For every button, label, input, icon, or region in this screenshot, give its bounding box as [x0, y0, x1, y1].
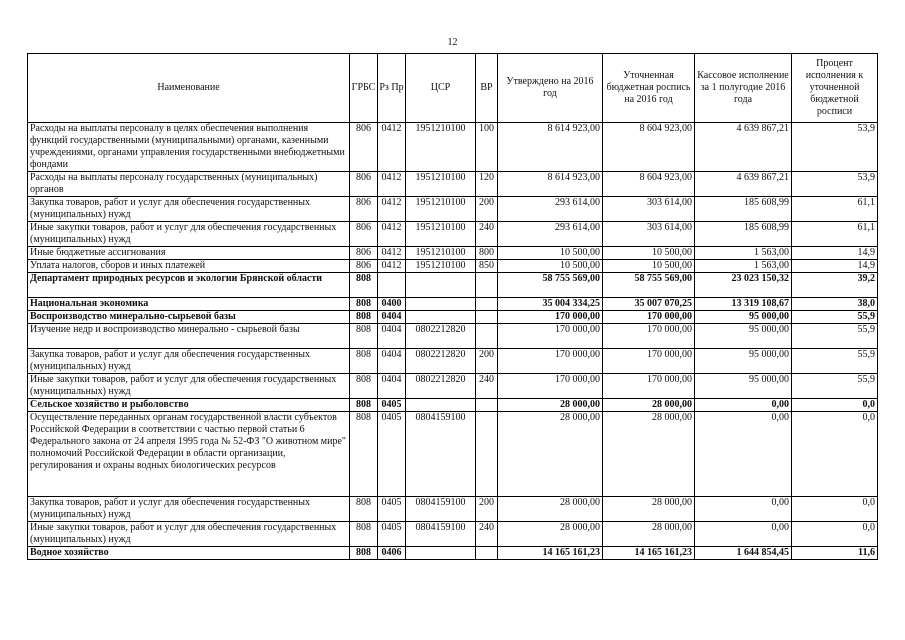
row-approved: 8 614 923,00: [498, 172, 603, 197]
row-rzpr: [378, 273, 406, 298]
row-vr: 120: [476, 172, 498, 197]
row-percent: 0,0: [792, 497, 878, 522]
row-grbs: 808: [350, 522, 378, 547]
row-approved: 170 000,00: [498, 349, 603, 374]
row-refined: 28 000,00: [603, 497, 695, 522]
row-name: Изучение недр и воспроизводство минерально - сырьевой базы: [28, 324, 350, 349]
row-name: Расходы на выплаты персоналу в целях обеспечения выполнения функций государственными (муниципальными) органами, казенными учреждениями, органами управления государственными внебюджетными фондами: [28, 123, 350, 172]
row-grbs: 808: [350, 497, 378, 522]
row-approved: 28 000,00: [498, 412, 603, 497]
row-name: Воспроизводство минерально-сырьевой базы: [28, 311, 350, 324]
row-percent: 11,6: [792, 547, 878, 560]
row-grbs: 806: [350, 247, 378, 260]
row-percent: 0,0: [792, 522, 878, 547]
row-percent: 55,9: [792, 374, 878, 399]
row-cash: 95 000,00: [695, 349, 792, 374]
row-rzpr: 0404: [378, 311, 406, 324]
row-cash: 0,00: [695, 522, 792, 547]
row-vr: 240: [476, 522, 498, 547]
col-header-csr: ЦСР: [406, 54, 476, 123]
row-refined: 28 000,00: [603, 412, 695, 497]
table-row: [28, 197, 878, 222]
table-row: [28, 273, 878, 298]
row-refined: 10 500,00: [603, 247, 695, 260]
col-header-cash: Кассовое исполнение за 1 полугодие 2016 года: [695, 54, 792, 123]
row-grbs: 808: [350, 547, 378, 560]
table-row: [28, 311, 878, 324]
row-cash: 185 608,99: [695, 197, 792, 222]
row-cash: 4 639 867,21: [695, 172, 792, 197]
row-refined: 170 000,00: [603, 324, 695, 349]
row-grbs: 808: [350, 349, 378, 374]
row-rzpr: 0412: [378, 222, 406, 247]
row-refined: 8 604 923,00: [603, 172, 695, 197]
row-rzpr: 0405: [378, 522, 406, 547]
row-csr: [406, 399, 476, 412]
row-grbs: 808: [350, 412, 378, 497]
row-approved: 293 614,00: [498, 197, 603, 222]
row-name: Закупка товаров, работ и услуг для обеспечения государственных (муниципальных) нужд: [28, 349, 350, 374]
row-grbs: 806: [350, 260, 378, 273]
row-grbs: 808: [350, 311, 378, 324]
row-cash: 95 000,00: [695, 324, 792, 349]
row-cash: 0,00: [695, 497, 792, 522]
row-csr: 1951210100: [406, 222, 476, 247]
row-approved: 14 165 161,23: [498, 547, 603, 560]
row-cash: 1 644 854,45: [695, 547, 792, 560]
row-percent: 39,2: [792, 273, 878, 298]
table-row: [28, 399, 878, 412]
col-header-vr: ВР: [476, 54, 498, 123]
row-vr: [476, 399, 498, 412]
row-csr: 0804159100: [406, 522, 476, 547]
row-vr: 200: [476, 497, 498, 522]
row-csr: [406, 311, 476, 324]
row-cash: 4 639 867,21: [695, 123, 792, 172]
row-csr: 1951210100: [406, 172, 476, 197]
row-name: Иные закупки товаров, работ и услуг для обеспечения государственных (муниципальных) нужд: [28, 522, 350, 547]
row-cash: 1 563,00: [695, 260, 792, 273]
table-row: [28, 298, 878, 311]
row-rzpr: 0412: [378, 123, 406, 172]
row-rzpr: 0405: [378, 399, 406, 412]
row-csr: [406, 298, 476, 311]
row-approved: 28 000,00: [498, 399, 603, 412]
table-row: [28, 260, 878, 273]
table-row: [28, 123, 878, 172]
row-refined: 8 604 923,00: [603, 123, 695, 172]
row-rzpr: 0405: [378, 412, 406, 497]
table-row: [28, 247, 878, 260]
row-csr: 0802212820: [406, 324, 476, 349]
row-percent: 55,9: [792, 349, 878, 374]
table-row: [28, 349, 878, 374]
row-grbs: 806: [350, 172, 378, 197]
row-vr: 200: [476, 197, 498, 222]
col-header-name: Наименование: [28, 54, 350, 123]
row-approved: 170 000,00: [498, 374, 603, 399]
row-name: Иные закупки товаров, работ и услуг для обеспечения государственных (муниципальных) нужд: [28, 222, 350, 247]
row-rzpr: 0404: [378, 349, 406, 374]
row-cash: 95 000,00: [695, 311, 792, 324]
row-rzpr: 0404: [378, 374, 406, 399]
row-name: Закупка товаров, работ и услуг для обеспечения государственных (муниципальных) нужд: [28, 497, 350, 522]
row-vr: [476, 412, 498, 497]
row-approved: 293 614,00: [498, 222, 603, 247]
row-cash: 95 000,00: [695, 374, 792, 399]
row-percent: 0,0: [792, 412, 878, 497]
row-cash: 13 319 108,67: [695, 298, 792, 311]
row-name: Иные закупки товаров, работ и услуг для обеспечения государственных (муниципальных) нужд: [28, 374, 350, 399]
col-header-approved: Утверждено на 2016 год: [498, 54, 603, 123]
row-vr: [476, 324, 498, 349]
row-name: Осуществление переданных органам государственной власти субъектов Российской Федерации в соответствии с частью первой статьи 6 Федерального закона от 24 апреля 1995 года № 52-ФЗ "О животном мире" полномочий Российской Федерации в области организации, регулирования и охраны водных биологических ресурсов: [28, 412, 350, 497]
table-row: [28, 222, 878, 247]
row-refined: 14 165 161,23: [603, 547, 695, 560]
col-header-percent: Процент исполнения к уточненной бюджетной росписи: [792, 54, 878, 123]
row-percent: 0,0: [792, 399, 878, 412]
row-csr: 1951210100: [406, 260, 476, 273]
row-cash: 23 023 150,32: [695, 273, 792, 298]
row-vr: 200: [476, 349, 498, 374]
row-refined: 28 000,00: [603, 522, 695, 547]
row-refined: 303 614,00: [603, 197, 695, 222]
row-name: Расходы на выплаты персоналу государственных (муниципальных) органов: [28, 172, 350, 197]
row-percent: 14,9: [792, 247, 878, 260]
row-approved: 8 614 923,00: [498, 123, 603, 172]
table-row: [28, 497, 878, 522]
row-refined: 170 000,00: [603, 374, 695, 399]
row-approved: 58 755 569,00: [498, 273, 603, 298]
row-approved: 170 000,00: [498, 324, 603, 349]
row-vr: [476, 547, 498, 560]
row-csr: 1951210100: [406, 123, 476, 172]
row-grbs: 808: [350, 273, 378, 298]
row-approved: 10 500,00: [498, 247, 603, 260]
row-vr: [476, 298, 498, 311]
row-name: Иные бюджетные ассигнования: [28, 247, 350, 260]
row-percent: 53,9: [792, 172, 878, 197]
row-percent: 55,9: [792, 311, 878, 324]
row-refined: 58 755 569,00: [603, 273, 695, 298]
table-row: [28, 412, 878, 497]
row-percent: 61,1: [792, 222, 878, 247]
col-header-refined: Уточненная бюджетная роспись на 2016 год: [603, 54, 695, 123]
row-csr: 0804159100: [406, 412, 476, 497]
row-vr: 100: [476, 123, 498, 172]
row-cash: 0,00: [695, 412, 792, 497]
row-percent: 14,9: [792, 260, 878, 273]
col-header-rzpr: Рз Пр: [378, 54, 406, 123]
row-csr: 1951210100: [406, 247, 476, 260]
row-cash: 185 608,99: [695, 222, 792, 247]
row-grbs: 806: [350, 123, 378, 172]
row-grbs: 808: [350, 324, 378, 349]
row-name: Закупка товаров, работ и услуг для обеспечения государственных (муниципальных) нужд: [28, 197, 350, 222]
row-cash: 1 563,00: [695, 247, 792, 260]
col-header-grbs: ГРБС: [350, 54, 378, 123]
row-vr: 800: [476, 247, 498, 260]
row-rzpr: 0404: [378, 324, 406, 349]
row-name: Сельское хозяйство и рыболовство: [28, 399, 350, 412]
row-approved: 28 000,00: [498, 522, 603, 547]
row-approved: 35 004 334,25: [498, 298, 603, 311]
row-csr: 1951210100: [406, 197, 476, 222]
row-grbs: 808: [350, 399, 378, 412]
table-row: [28, 374, 878, 399]
row-rzpr: 0400: [378, 298, 406, 311]
table-row: [28, 547, 878, 560]
row-grbs: 808: [350, 298, 378, 311]
row-rzpr: 0412: [378, 197, 406, 222]
page-number: 12: [447, 37, 458, 48]
header-row: [28, 54, 878, 123]
row-refined: 170 000,00: [603, 349, 695, 374]
row-rzpr: 0412: [378, 260, 406, 273]
row-refined: 28 000,00: [603, 399, 695, 412]
row-rzpr: 0405: [378, 497, 406, 522]
row-grbs: 806: [350, 222, 378, 247]
row-vr: 240: [476, 374, 498, 399]
row-percent: 55,9: [792, 324, 878, 349]
row-csr: 0804159100: [406, 497, 476, 522]
row-name: Департамент природных ресурсов и экологии Брянской области: [28, 273, 350, 298]
table-row: [28, 522, 878, 547]
row-grbs: 808: [350, 374, 378, 399]
row-rzpr: 0412: [378, 247, 406, 260]
row-vr: 240: [476, 222, 498, 247]
row-cash: 0,00: [695, 399, 792, 412]
row-refined: 10 500,00: [603, 260, 695, 273]
table-row: [28, 324, 878, 349]
row-approved: 10 500,00: [498, 260, 603, 273]
row-refined: 303 614,00: [603, 222, 695, 247]
table-row: [28, 172, 878, 197]
row-name: Водное хозяйство: [28, 547, 350, 560]
row-refined: 170 000,00: [603, 311, 695, 324]
row-refined: 35 007 070,25: [603, 298, 695, 311]
row-grbs: 806: [350, 197, 378, 222]
row-percent: 61,1: [792, 197, 878, 222]
row-rzpr: 0412: [378, 172, 406, 197]
row-percent: 38,0: [792, 298, 878, 311]
row-csr: 0802212820: [406, 374, 476, 399]
row-percent: 53,9: [792, 123, 878, 172]
row-rzpr: 0406: [378, 547, 406, 560]
row-csr: [406, 547, 476, 560]
row-vr: 850: [476, 260, 498, 273]
row-vr: [476, 273, 498, 298]
row-csr: 0802212820: [406, 349, 476, 374]
row-csr: [406, 273, 476, 298]
row-vr: [476, 311, 498, 324]
budget-table: [27, 53, 878, 560]
row-name: Уплата налогов, сборов и иных платежей: [28, 260, 350, 273]
row-approved: 170 000,00: [498, 311, 603, 324]
row-name: Национальная экономика: [28, 298, 350, 311]
row-approved: 28 000,00: [498, 497, 603, 522]
